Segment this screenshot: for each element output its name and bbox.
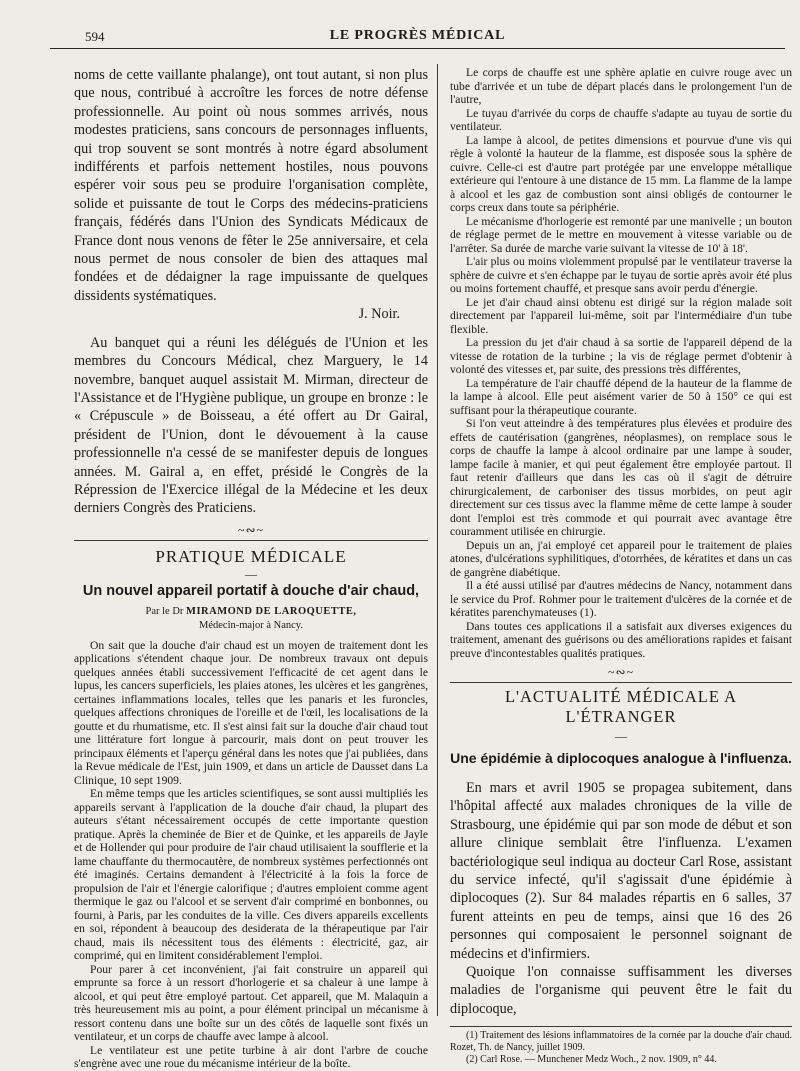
page-number: 594 xyxy=(85,29,105,44)
banquet-paragraph: Au banquet qui a réuni les délégués de l'Union et les membres du Concours Médical, chez Marguery, le 14 novembre, banquet auquel assistait M. Mirman, directeur de l'Assistance et de l'Hygiène publique, un groupe en bronze : le « Crépuscule » de Boisseau, a été offert au Dr Gairal, président de l'Union, dont le dévouement à la cause professionnelle n'a cessé de se manifester depuis de longues années. M. Gairal a, en effet, présidé le Congrès de la Répression de l'Exercice illégal de la Médecine et les deux derniers Congrès des Praticiens. xyxy=(74,334,428,517)
left-column xyxy=(74,66,428,1071)
journal-title: LE PROGRÈS MÉDICAL xyxy=(329,28,506,43)
article-paragraph: Le ventilateur est une petite turbine à air dont l'arbre de couche s'engrène avec une roue du mécanisme intérieur de la boîte. xyxy=(74,1043,428,1071)
section-rule xyxy=(450,682,792,683)
article-paragraph: En même temps que les articles scientifiques, se sont aussi multipliés les appareils servant à l'application de la douche d'air chaud, la plupart des auteurs s'étant nécessairement occupés de cette importante question pratique. Après la cheminée de Bier et de Quinke, et les appareils de Jayle et de Hollender qui pour produire de l'air chaud utilisaient la soufflerie et la lame chauffante du thermocautère, de nombreux systèmes perfectionnés ont été imaginés. Certains demandent à l'électricité à la fois la force de propulsion de l'air et l'énergie calorifique ; d'autres emploient comme agent thermique le gaz ou l'alcool et se servent d'air comprimé en bonbonnes, ou fourni, à Paris, par les conduites de la ville. Ces divers appareils excellents en soi, répondent à beaucoup des desiderata de la thérapeutique par l'air chaud, mais ils nécessitent tous des éléments : électricité, gaz, air comprimé, qui en limitent considérablement l'emploi. xyxy=(74,787,428,963)
article-paragraph: Il a été aussi utilisé par d'autres médecins de Nancy, notamment dans le service du Prof. Rohmer pour le traitement d'ulcères de la cornée et de kératites parenchymateuses (1). xyxy=(450,579,792,619)
article-paragraph: Pour parer à cet inconvénient, j'ai fait construire un appareil qui emprunte sa force à un ressort d'horlogerie et sa chaleur à une lampe à alcool, et qui peut être employé partout. Cet appareil, que M. Malaquin a très heureusement mis au point, a pour élément principal un mécanisme à ressort contenu dans une boîte sur un des côtés de laquelle sont fixés un ventilateur, et un corps de chauffe avec lampe à alcool. xyxy=(74,962,428,1044)
article-paragraph: La température de l'air chauffé dépend de la hauteur de la flamme de la lampe à alcool. Elle peut aisément varier de 50 à 150° ce qui est suffisant pour la thérapeutique courante. xyxy=(450,376,792,417)
author-role: Médecin-major à Nancy. xyxy=(199,619,303,631)
ornament-divider: ~∾~ xyxy=(237,522,265,537)
section-dash: — xyxy=(615,729,627,743)
ornament-divider: ~∾~ xyxy=(607,665,635,679)
section-heading: L'ACTUALITÉ MÉDICALE A L'ÉTRANGER xyxy=(504,687,738,726)
article-paragraph: L'air plus ou moins violemment propulsé par le ventilateur traverse la sphère de cuivre et s'en échappe par le tuyau de sortie après avoir été plus ou moins fortement chauffé, et presque sans avoir perdu d'énergie. xyxy=(450,255,792,295)
article-paragraph: Dans toutes ces applications il a satisfait aux diverses exigences du traitement, amenant des guérisons ou des améliorations rapides et faisant preuve d'incontestables qualités pratiques. xyxy=(450,619,792,660)
article-paragraph: Quoique l'on connaisse suffisamment les diverses maladies de l'organisme qui peuvent être le fait du diplocoque, xyxy=(450,964,792,1017)
article-paragraph: La lampe à alcool, de petites dimensions et pourvue d'une vis qui règle à volonté la hauteur de la flamme, est disposée sous la sphère de cuivre. Celle-ci est d'autre part protégée par une enveloppe métallique extérieure qui l'entoure à une distance de 15 mm. La flamme de la lampe à alcool et les gaz de combustion sont ainsi obligés de contourner le corps creux dans toute sa périphérie. xyxy=(450,133,792,214)
article-paragraph: Si l'on veut atteindre à des températures plus élevées et produire des effets de cautérisation (gangrènes, néoplasmes), on remplace sous le corps de chauffe la lampe à alcool ordinaire par une lampe à souder, lampe facile à manier, et qui peut également être employée partout. Il faut retenir d'ailleurs que dans les cas où il s'agit de détruire chirurgicalement, de carboniser des tissus morbides, on peut agir directement sur ces tissus avec la flamme même de cette lampe à souder dont l'emploi est très commode et qui pourrait avec avantage être couramment utilisée en chirurgie. xyxy=(450,417,792,538)
right-column xyxy=(450,66,792,1066)
article-paragraph: Le tuyau d'arrivée du corps de chauffe s'adapte au tuyau de sortie du ventilateur. xyxy=(450,106,792,133)
article-paragraph: Le mécanisme d'horlogerie est remonté par une manivelle ; un bouton de réglage permet de le mettre en mouvement à vitesse variable ou de l'arrêter. Sa durée de marche varie suivant la vitesse de 10' à 18'. xyxy=(450,214,792,255)
author-name: MIRAMOND DE LAROQUETTE, xyxy=(186,605,357,617)
footnote: (1) Traitement des lésions inflammatoires de la cornée par la douche d'air chaud. Rozet, Th. de Nancy, juillet 1909. xyxy=(450,1030,792,1054)
article-paragraph: Le corps de chauffe est une sphère aplatie en cuivre rouge avec un tube d'arrivée et un tube de départ placés dans le prolongement l'un de l'autre, xyxy=(450,66,792,106)
byline-prefix: Par le Dr xyxy=(145,605,184,617)
signature: J. Noir. xyxy=(358,306,400,323)
article-title: Un nouvel appareil portatif à douche d'air chaud, xyxy=(82,582,420,599)
article-paragraph: La pression du jet d'air chaud à sa sortie de l'appareil dépend de la vitesse de rotation de la turbine ; la vis de réglage permet d'obtenir à volonté des vitesses et, par suite, des pressions très différentes, xyxy=(450,336,792,376)
article-paragraph: Le jet d'air chaud ainsi obtenu est dirigé sur la région malade soit directement par l'appareil lui-même, soit par l'intermédiaire d'un tube flexible. xyxy=(450,295,792,336)
article-paragraph: En mars et avril 1905 se propagea subitement, dans l'hôpital affecté aux malades chroniques de la ville de Strasbourg, une épidémie qui par son mode de début et son allure clinique semblait être l'influenza. L'examen bactériologique seul indiqua au docteur Carl Rose, assistant du service infecté, qu'il s'agissait d'une épidémie à diplocoques (2). Sur 84 malades répartis en 6 salles, 37 furent atteints en peu de temps, ainsi que 16 des 26 personnes qui composaient le personnel soignant de médecins et d'infirmiers. xyxy=(450,780,792,962)
opening-paragraph: noms de cette vaillante phalange), ont tout autant, si non plus que nous, contribué à accroître les forces de notre défense professionnelle. Au point où nous sommes arrivés, nous modestes praticiens, sans concours de personnages influents, qui trop souvent se sont montrés à notre égard absolument indifférents et parfois nettement hostiles, nous pouvons espérer voir sous peu se produire l'organisation complète, solide et puissante de tout le Corps des médecins-praticiens français, fédérés dans l'Union des Syndicats Médicaux de France dont nous venons de fêter le 25e anniversaire, et cela nous permet de nous consoler de bien des attaques mal fondées et de dédaigner la rage impuissante de quelques dissidents systématiques. xyxy=(74,67,428,304)
section-rule xyxy=(74,540,428,541)
section-heading: PRATIQUE MÉDICALE xyxy=(155,546,347,566)
article-paragraph: Depuis un an, j'ai employé cet appareil pour le traitement de plaies atones, d'ulcérations syphilitiques, d'otorrhées, de kératites et dans un cas de gangrène diabétique. xyxy=(450,538,792,579)
column-divider xyxy=(437,64,438,1016)
byline xyxy=(74,605,428,619)
page-header xyxy=(50,26,785,49)
footnotes xyxy=(450,1026,792,1066)
section-dash: — xyxy=(245,566,257,581)
footnote: (2) Carl Rose. — Munchener Medz Woch., 2 nov. 1909, n° 44. xyxy=(466,1054,717,1066)
article-paragraph: On sait que la douche d'air chaud est un moyen de traitement dont les applications s'étendent chaque jour. De nombreux travaux ont depuis quelques années établi successivement l'efficacité de cet agent dans le lupus, les cancers superficiels, les plaies atones, les ulcères et les gangrènes, certaines inflammations locales, telles que les panaris et les furoncles, quelques affections chroniques de l'oreille et de l'œil, les localisations de la goutte et du rhumatisme, etc. Il s'est ainsi fait sur la douche d'air chaud tout une littérature fort longue à parcourir, mais dont on peut trouver les principaux éléments et l'aperçu général dans les notes que j'ai publiées, dans la Revue médicale de l'Est, juin 1909, et dans un article de Dausset dans La Clinique, 10 sept 1909. xyxy=(74,638,428,787)
article-title: Une épidémie à diplocoques analogue à l'influenza. xyxy=(450,750,792,766)
